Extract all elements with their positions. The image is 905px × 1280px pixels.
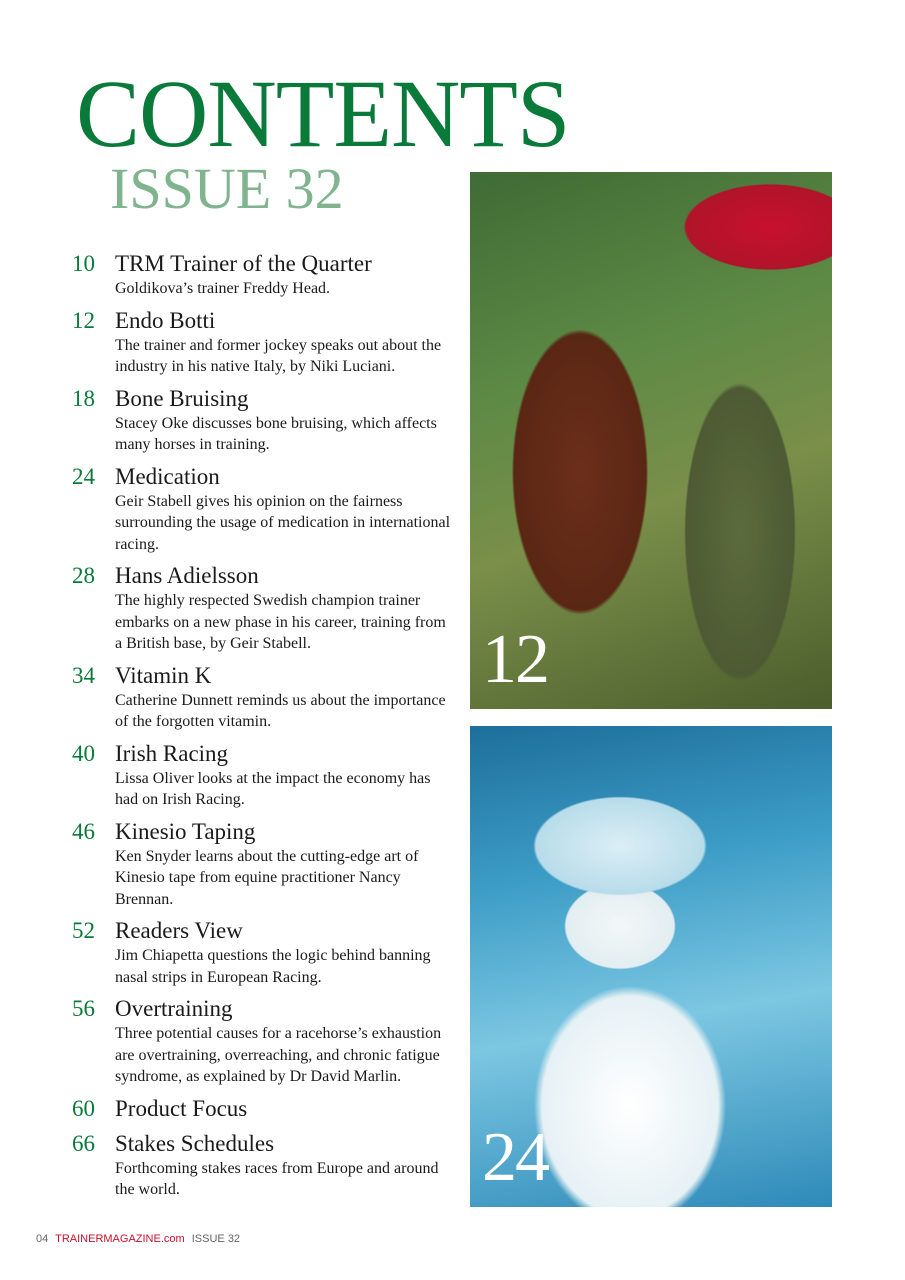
toc-title: Overtraining xyxy=(115,996,233,1021)
toc-page-number: 52 xyxy=(72,918,95,943)
toc-description: Forthcoming stakes races from Europe and around the world. xyxy=(115,1159,439,1198)
lab-photo xyxy=(470,726,832,1207)
toc-page-number: 28 xyxy=(72,563,95,588)
toc-item[interactable] xyxy=(72,740,452,811)
toc-item[interactable] xyxy=(72,1095,452,1123)
toc-page-number: 60 xyxy=(72,1095,95,1121)
toc-title: Bone Bruising xyxy=(115,385,249,411)
toc-item[interactable] xyxy=(72,662,452,733)
page-title: CONTENTS xyxy=(76,60,570,167)
toc-item[interactable] xyxy=(72,562,452,655)
toc-description: The highly respected Swedish champion trainer embarks on a new phase in his career, training from a British base, by Geir Stabell. xyxy=(115,592,446,652)
footer-site-link[interactable]: TRAINERMAGAZINE.com xyxy=(55,1233,185,1245)
toc-description: Lissa Oliver looks at the impact the economy has had on Irish Racing. xyxy=(115,769,431,808)
toc-description: Jim Chiapetta questions the logic behind banning nasal strips in European Racing. xyxy=(115,947,431,986)
toc-description: Three potential causes for a racehorse’s exhaustion are overtraining, overreaching, and chronic fatigue syndrome, as explained by Dr David Marlin. xyxy=(115,1025,442,1085)
toc-page-number: 34 xyxy=(72,662,95,688)
toc-description: Goldikova’s trainer Freddy Head. xyxy=(115,280,331,297)
toc-description: Stacey Oke discusses bone bruising, which affects many horses in training. xyxy=(115,414,437,453)
toc-title: Readers View xyxy=(115,918,243,943)
horse-photo-page-label: 12 xyxy=(482,621,548,698)
toc-title: Endo Botti xyxy=(115,307,216,333)
toc-page-number: 66 xyxy=(72,1130,95,1156)
page-footer xyxy=(36,1233,244,1245)
toc-title: Irish Racing xyxy=(115,740,229,766)
toc-page-number: 40 xyxy=(72,740,95,766)
toc-title: TRM Trainer of the Quarter xyxy=(115,251,372,276)
toc-title: Kinesio Taping xyxy=(115,818,256,844)
toc-title: Hans Adielsson xyxy=(115,563,259,588)
footer-issue: ISSUE 32 xyxy=(191,1233,241,1245)
toc-title: Stakes Schedules xyxy=(115,1130,275,1156)
toc-item[interactable] xyxy=(72,917,452,988)
toc-item[interactable] xyxy=(72,463,452,556)
toc-item[interactable] xyxy=(72,385,452,456)
toc-item[interactable] xyxy=(72,818,452,911)
toc-page-number: 24 xyxy=(72,463,95,489)
toc-description: Catherine Dunnett reminds us about the importance of the forgotten vitamin. xyxy=(115,691,446,730)
table-of-contents xyxy=(72,250,452,1208)
lab-photo-page-label: 24 xyxy=(482,1119,548,1196)
toc-item[interactable] xyxy=(72,1130,452,1201)
toc-page-number: 10 xyxy=(72,251,95,276)
toc-page-number: 56 xyxy=(72,996,95,1021)
horse-photo xyxy=(470,172,832,709)
toc-description: Geir Stabell gives his opinion on the fairness surrounding the usage of medication in international racing. xyxy=(115,492,451,553)
toc-title: Product Focus xyxy=(115,1095,248,1121)
footer-page-number: 04 xyxy=(36,1233,49,1245)
toc-page-number: 46 xyxy=(72,818,95,844)
toc-page-number: 18 xyxy=(72,385,95,411)
toc-description: Ken Snyder learns about the cutting-edge art of Kinesio tape from equine practitioner Nancy Brennan. xyxy=(115,847,419,908)
toc-page-number: 12 xyxy=(72,307,95,333)
toc-item[interactable] xyxy=(72,307,452,378)
toc-title: Vitamin K xyxy=(115,662,212,688)
toc-item[interactable] xyxy=(72,995,452,1088)
issue-title: ISSUE 32 xyxy=(110,156,344,221)
toc-item[interactable] xyxy=(72,250,452,300)
toc-description: The trainer and former jockey speaks out about the industry in his native Italy, by Niki Luciani. xyxy=(115,336,442,375)
toc-title: Medication xyxy=(115,463,220,489)
